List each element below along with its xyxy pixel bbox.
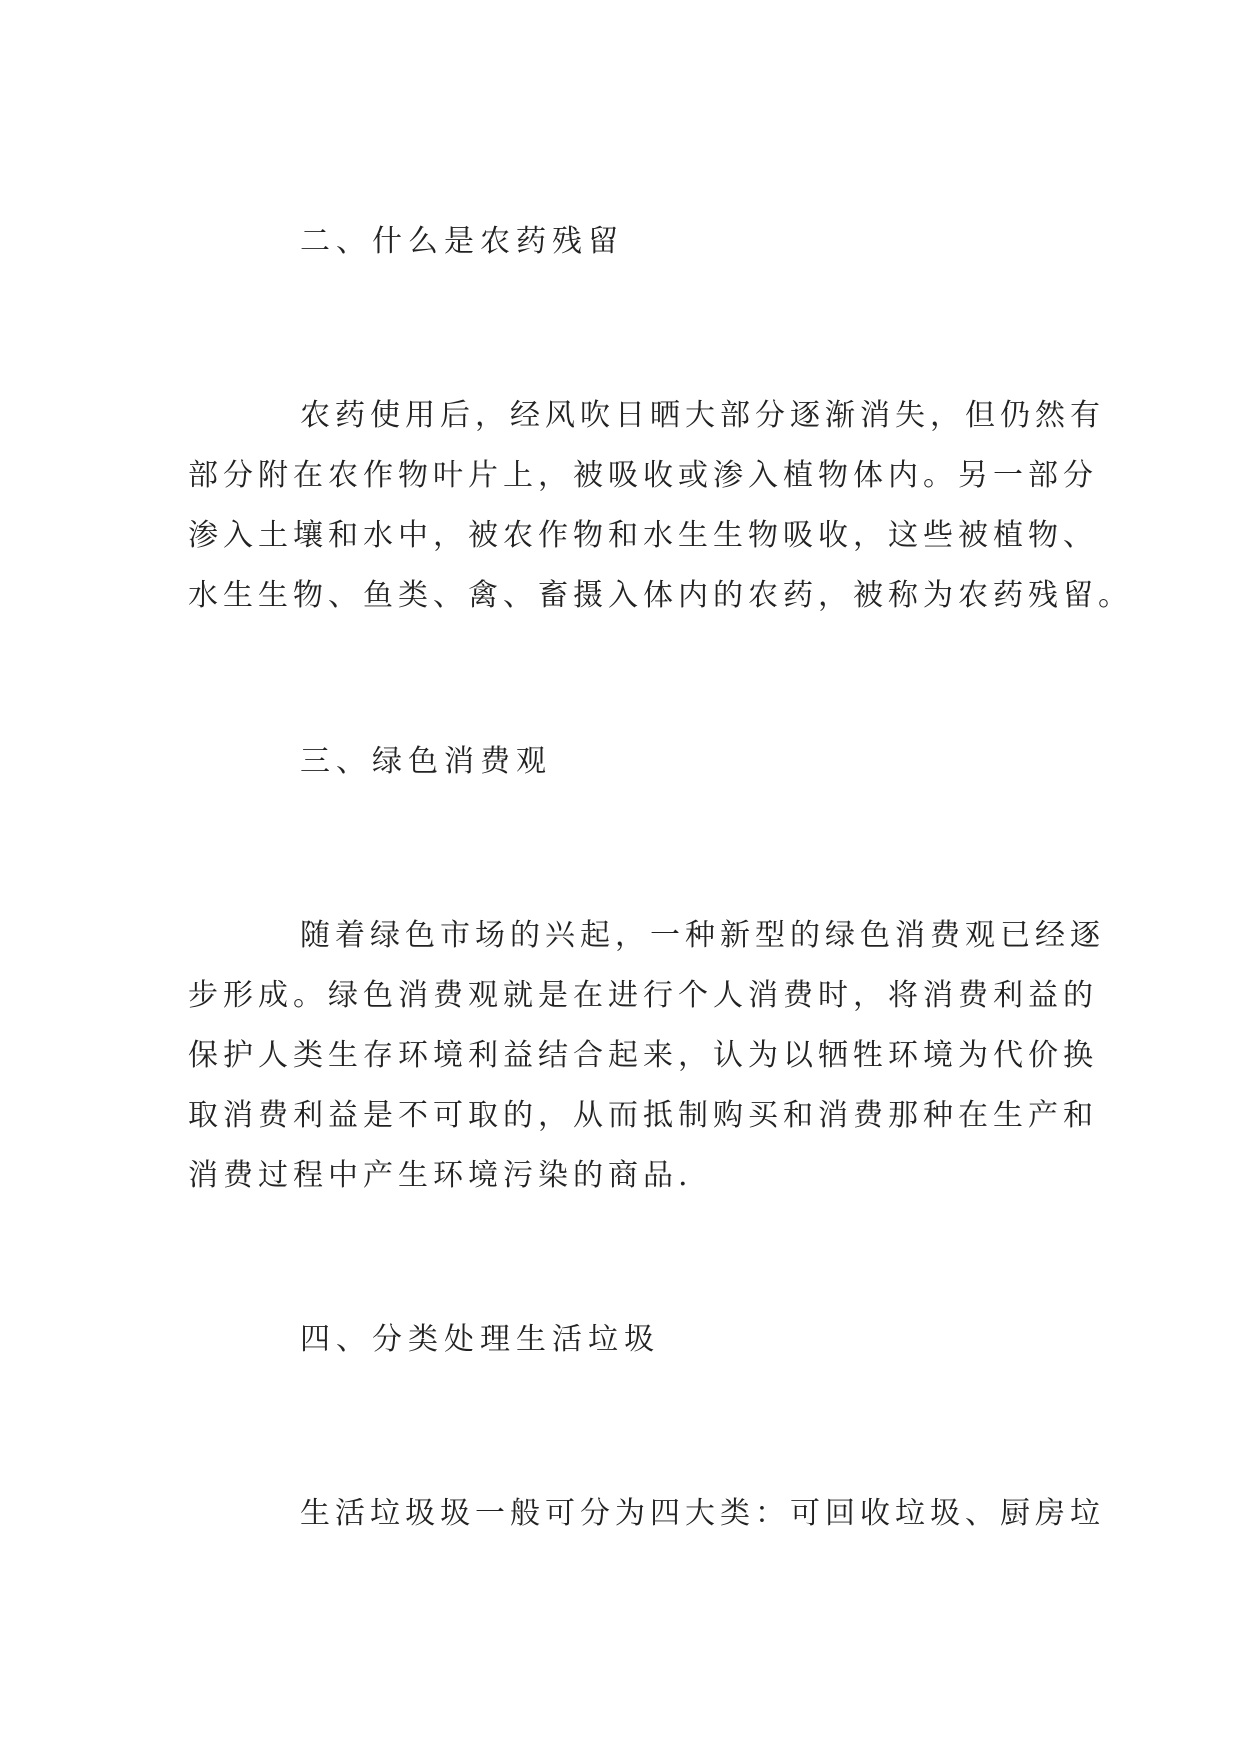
paragraph-line: 农药使用后，经风吹日晒大部分逐渐消失，但仍然有: [300, 398, 1105, 433]
section-heading-green-consumption: 三、绿色消费观: [300, 744, 552, 779]
paragraph-line: 消费过程中产生环境污染的商品.: [188, 1158, 693, 1193]
paragraph-line: 部分附在农作物叶片上，被吸收或渗入植物体内。另一部分: [188, 458, 1098, 493]
section-heading-pesticide-residue: 二、什么是农药残留: [300, 224, 624, 259]
paragraph-green-consumption: [188, 906, 1105, 1206]
paragraph-line: 生活垃圾圾一般可分为四大类：可回收垃圾、厨房垃: [300, 1496, 1105, 1531]
section-heading-garbage-sorting: 四、分类处理生活垃圾: [300, 1322, 660, 1357]
paragraph-line: 水生生物、鱼类、禽、畜摄入体内的农药，被称为农药残留。: [188, 578, 1133, 613]
paragraph-line: 步形成。绿色消费观就是在进行个人消费时，将消费利益的: [188, 978, 1098, 1013]
paragraph-line: 取消费利益是不可取的，从而抵制购买和消费那种在生产和: [188, 1098, 1098, 1133]
paragraph-line: 保护人类生存环境利益结合起来，认为以牺牲环境为代价换: [188, 1038, 1098, 1073]
paragraph-pesticide-residue: [188, 386, 1133, 626]
paragraph-garbage-sorting: [188, 1484, 1105, 1544]
paragraph-line: 随着绿色市场的兴起，一种新型的绿色消费观已经逐: [300, 918, 1105, 953]
paragraph-line: 渗入土壤和水中，被农作物和水生生物吸收，这些被植物、: [188, 518, 1098, 553]
